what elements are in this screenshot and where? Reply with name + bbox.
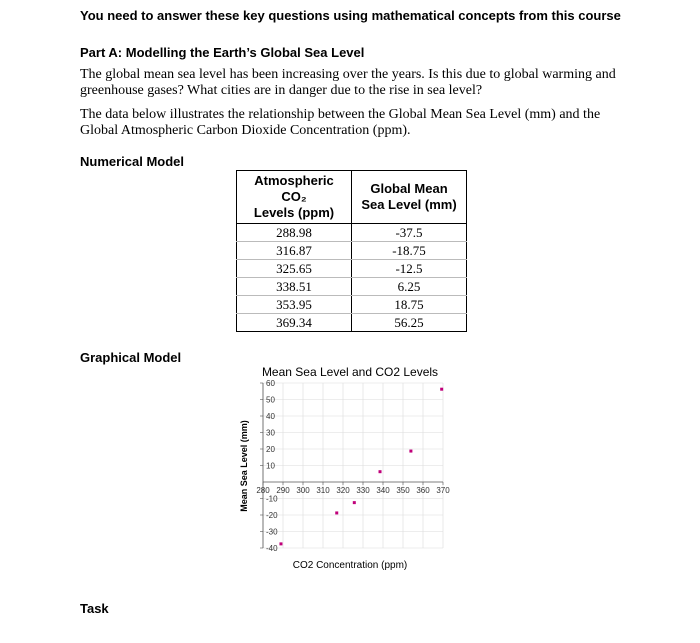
y-tick-label: 40 <box>266 412 275 421</box>
x-tick-label: 310 <box>316 486 330 495</box>
table-cell-co2: 353.95 <box>237 296 352 314</box>
x-tick-label: 330 <box>356 486 370 495</box>
data-point <box>440 388 443 391</box>
table-row <box>237 278 467 296</box>
y-tick-label: -30 <box>266 527 278 537</box>
table-row <box>237 314 467 332</box>
numerical-model-heading: Numerical Model <box>80 154 185 169</box>
table-cell-sea-level: -37.5 <box>352 224 467 242</box>
part-a-heading: Part A: Modelling the Earth’s Global Sea Level <box>80 45 365 60</box>
x-tick-label: 350 <box>396 486 410 495</box>
data-point <box>335 511 338 514</box>
x-tick-label: 340 <box>376 486 390 495</box>
header-co2-line-2: Levels (ppm) <box>253 205 335 220</box>
x-tick-labels <box>256 486 450 495</box>
y-tick-label: 30 <box>266 428 275 438</box>
table-row <box>237 260 467 278</box>
y-tick-label: 50 <box>266 395 275 405</box>
x-tick-label: 300 <box>296 486 310 495</box>
table-cell-sea-level: 18.75 <box>352 296 467 314</box>
header-sea-level <box>352 171 467 224</box>
y-tick-label: -40 <box>266 544 278 553</box>
chart-title: Mean Sea Level and CO2 Levels <box>261 365 439 379</box>
data-point <box>379 470 382 473</box>
data-point <box>353 501 356 504</box>
table-row <box>237 242 467 260</box>
graphical-model-heading: Graphical Model <box>80 350 182 365</box>
intro-paragraph: The global mean sea level has been increasing over the years. Is this due to global warming and greenhouse gases? What cities are in danger due to the rise in sea level? <box>80 67 616 98</box>
x-axis-label: CO2 Concentration (ppm) <box>292 560 408 571</box>
scatter-chart <box>225 358 465 578</box>
table-cell-co2: 325.65 <box>237 260 352 278</box>
table-cell-co2: 369.34 <box>237 314 352 332</box>
y-tick-label: 60 <box>266 379 275 388</box>
table-cell-co2: 288.98 <box>237 224 352 242</box>
data-description-paragraph: The data below illustrates the relationship between the Global Mean Sea Level (mm) and the Global Atmospheric Carbon Dioxide Concentration (ppm). <box>80 107 601 138</box>
table-cell-co2: 316.87 <box>237 242 352 260</box>
x-tick-label: 320 <box>336 486 350 495</box>
main-question: You need to answer these key questions using mathematical concepts from this course <box>80 8 621 23</box>
header-co2 <box>237 171 352 224</box>
data-points <box>279 388 443 546</box>
x-tick-label: 290 <box>276 486 290 495</box>
table-cell-co2: 338.51 <box>237 278 352 296</box>
table-cell-sea-level: -18.75 <box>352 242 467 260</box>
y-axis-label: Mean Sea Level (mm) <box>239 420 249 512</box>
x-tick-label: 360 <box>416 486 430 495</box>
table-cell-sea-level: 6.25 <box>352 278 467 296</box>
data-table <box>236 170 467 332</box>
x-tick-label: 280 <box>256 486 270 495</box>
y-tick-label: 10 <box>266 461 275 471</box>
header-sea-level-line-2: Sea Level (mm) <box>361 197 457 212</box>
y-tick-label: -10 <box>266 494 278 504</box>
table-cell-sea-level: -12.5 <box>352 260 467 278</box>
y-tick-label: 20 <box>266 445 275 454</box>
table-cell-sea-level: 56.25 <box>352 314 467 332</box>
header-sea-level-line-1: Global Mean <box>370 181 448 196</box>
chart-grid <box>263 383 443 548</box>
table-row <box>237 296 467 314</box>
y-tick-labels <box>266 379 278 553</box>
x-tick-label: 370 <box>436 486 450 495</box>
table-row <box>237 224 467 242</box>
y-tick-label: -20 <box>266 511 278 520</box>
data-point <box>409 450 412 453</box>
table-header-row <box>237 171 467 224</box>
header-co2-line-1: Atmospheric CO₂ <box>254 173 334 204</box>
data-point <box>279 542 282 545</box>
task-heading: Task <box>80 601 109 616</box>
